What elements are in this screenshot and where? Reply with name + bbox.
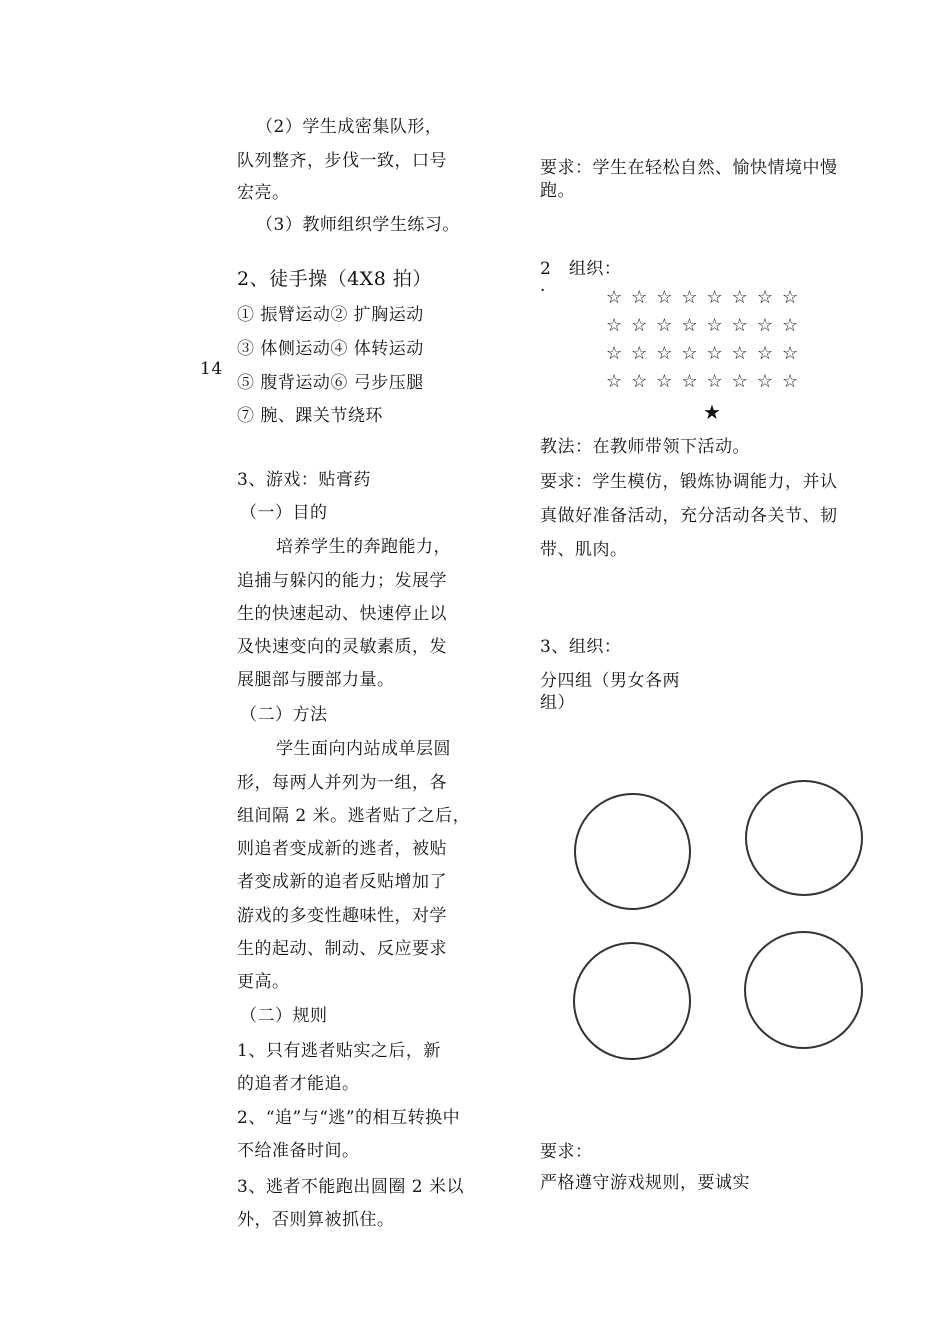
text-line: 队列整齐，步伐一致，口号 — [237, 151, 447, 171]
subheading: （二）方法 — [240, 705, 328, 725]
text-line: 形，每两人并列为一组，各 — [237, 773, 447, 793]
text-line: 3、逃者不能跑出圆圈 2 米以 — [237, 1177, 464, 1197]
text-line: （2）学生成密集队形， — [256, 117, 443, 137]
text-line: 展腿部与腰部力量。 — [237, 670, 395, 690]
text-line: （3）教师组织学生练习。 — [256, 215, 460, 235]
text-line: 组间隔 2 米。逃者贴了之后， — [237, 806, 471, 826]
group-circle — [573, 942, 691, 1060]
dot-mark: · — [540, 281, 546, 301]
text-line: 则追者变成新的逃者，被贴 — [237, 839, 447, 859]
text-line: 学生面向内站成单层圆 — [276, 739, 451, 759]
group-circle — [745, 780, 863, 896]
text-line: 追捕与躲闪的能力；发展学 — [237, 571, 447, 591]
text-line: 要求：学生在轻松自然、愉快情境中慢 — [540, 158, 838, 178]
text-line: 宏亮。 — [237, 183, 290, 203]
text-line: 教法：在教师带领下活动。 — [540, 437, 750, 457]
text-line: 培养学生的奔跑能力， — [276, 537, 451, 557]
text-line: ⑤ 腹背运动⑥ 弓步压腿 — [237, 373, 424, 393]
text-line: 真做好准备活动，充分活动各关节、韧 — [540, 506, 838, 526]
text-line: 不给准备时间。 — [237, 1141, 360, 1161]
text-line: 者变成新的追者反贴增加了 — [237, 872, 447, 892]
text-line: 严格遵守游戏规则，要诚实 — [540, 1173, 750, 1193]
text-line: 生的起动、制动、反应要求 — [237, 939, 447, 959]
student-star-row: ☆☆☆☆☆☆☆☆ — [606, 315, 808, 336]
text-line: 及快速变向的灵敏素质，发 — [237, 637, 447, 657]
text-line: 跑。 — [540, 181, 575, 201]
time-minutes: 14 — [200, 359, 223, 379]
text-line: 更高。 — [237, 972, 290, 992]
text-line: 1、只有逃者贴实之后，新 — [237, 1041, 441, 1061]
student-star-row: ☆☆☆☆☆☆☆☆ — [606, 371, 808, 392]
text-line: 组） — [540, 693, 575, 713]
subheading: （二）规则 — [240, 1006, 328, 1026]
text-line: 游戏的多变性趣味性，对学 — [237, 906, 447, 926]
text-line: 3、组织： — [540, 637, 622, 657]
text-line: 2 组织： — [540, 259, 622, 279]
text-line: 要求： — [540, 1142, 593, 1162]
group-circle — [574, 793, 691, 910]
text-line: 的追者才能追。 — [237, 1074, 360, 1094]
student-star-row: ☆☆☆☆☆☆☆☆ — [606, 287, 808, 308]
section-heading: 3、游戏：贴膏药 — [237, 470, 371, 490]
text-line: ⑦ 腕、踝关节绕环 — [237, 406, 383, 426]
text-line: 2、“追”与“逃”的相互转换中 — [237, 1108, 461, 1128]
teacher-star-icon: ★ — [703, 400, 722, 424]
student-star-row: ☆☆☆☆☆☆☆☆ — [606, 343, 808, 364]
text-line: 带、肌肉。 — [540, 540, 628, 560]
text-line: 生的快速起动、快速停止以 — [237, 604, 447, 624]
section-heading: 2、徒手操（4X8 拍） — [237, 268, 432, 290]
text-line: ① 振臂运动② 扩胸运动 — [237, 305, 424, 325]
text-line: 要求：学生模仿，锻炼协调能力，并认 — [540, 472, 838, 492]
subheading: （一）目的 — [240, 503, 328, 523]
text-line: 外，否则算被抓住。 — [237, 1210, 395, 1230]
text-line: ③ 体侧运动④ 体转运动 — [237, 339, 424, 359]
text-line: 分四组（男女各两 — [540, 671, 680, 691]
group-circle — [744, 931, 863, 1049]
